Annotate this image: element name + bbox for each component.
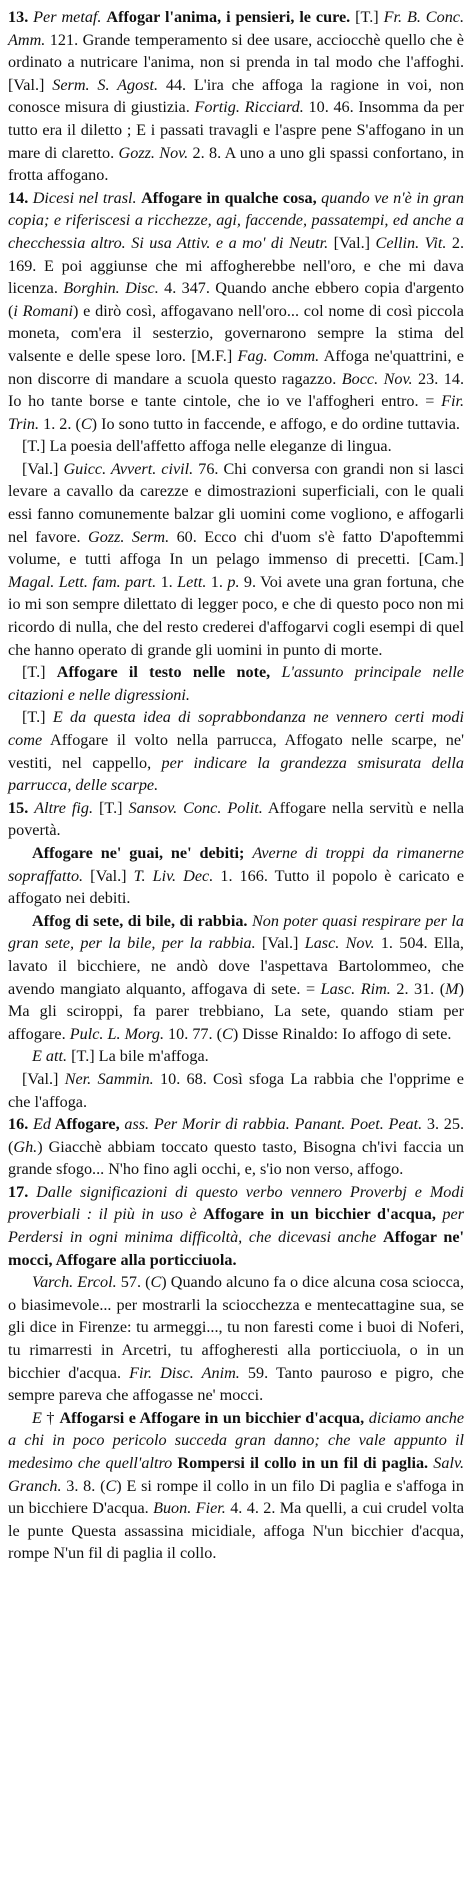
body-text: 2. 8. A uno a uno gli spassi confortano, in frotta affogano. — [8, 143, 464, 185]
citation-or-gloss: Non poter quasi respirare per la gran sete, per la bile, per la rabbia. — [8, 911, 465, 953]
body-text: [T.] — [350, 8, 384, 26]
citation-or-gloss: M — [445, 979, 459, 998]
body-text: 60. Ecco chi d'uom s'è fatto D'apoftemmi volume, e tutti affoga In un pelago immenso di precetti. [Cam.] — [8, 527, 465, 569]
citation-or-gloss: Fir. Disc. Anim. — [129, 1363, 240, 1382]
body-text: ) Ma gli sciroppi, fa parer trebbiano, La sete, quando stiam per affogare. — [8, 979, 465, 1043]
dictionary-paragraph — [8, 1113, 464, 1181]
entry-phrase: Rompersi il collo in un fil di paglia. — [177, 1454, 429, 1472]
body-text: ) Quando alcuno fa o dice alcuna cosa sciocca, o biasimevole... per mostrarli la sciocchezza e mentecattagine sua, se gli dice in Firenze: tu armeggi..., tu non faresti come i buoi di Noferi, tu rimarresti in Arcetri, tu affogheresti alla porticciuola, o in un bicchier d'acqua. — [8, 1273, 464, 1382]
citation-or-gloss: Gh. — [13, 1137, 38, 1156]
body-text: 1. 2. ( — [39, 414, 81, 433]
citation-or-gloss: Guicc. Avvert. civil. — [63, 459, 194, 478]
citation-or-gloss: C — [222, 1024, 233, 1043]
body-text: 2. 169. E poi aggiunse che mi affogherebbe nell'oro, e che mi dava licenza. — [8, 233, 465, 298]
body-text: [T.] — [93, 798, 129, 817]
entry-phrase: 17. — [8, 1182, 29, 1201]
body-text: [T.] La poesia dell'affetto affoga nelle eleganze di lingua. — [22, 437, 392, 456]
citation-or-gloss: Magal. Lett. fam. part. — [8, 572, 157, 591]
citation-or-gloss: i Romani — [13, 301, 74, 320]
body-text: 10. 77. ( — [164, 1024, 222, 1043]
entry-phrase: Affogarsi e Affogare in un bicchier d'acqua, — [59, 1408, 365, 1427]
dictionary-paragraph — [8, 1181, 464, 1271]
body-text: † — [41, 1408, 60, 1427]
citation-or-gloss: E — [32, 1408, 42, 1427]
citation-or-gloss: Bocc. Nov. — [341, 369, 413, 388]
citation-or-gloss: Pulc. L. Morg. — [69, 1024, 164, 1043]
citation-or-gloss: Fortig. Ricciard. — [194, 98, 304, 117]
body-text: [Val.] — [328, 233, 376, 252]
dictionary-paragraph — [8, 1271, 464, 1407]
dictionary-paragraph — [8, 797, 464, 842]
body-text: [T.] — [22, 663, 57, 682]
citation-or-gloss: Gozz. Nov. — [118, 143, 189, 162]
citation-or-gloss: per indicare la grandezza smisurata della parrucca, delle scarpe. — [8, 753, 464, 795]
dictionary-paragraph — [8, 1068, 464, 1113]
citation-or-gloss: Salv. Granch. — [8, 1454, 464, 1495]
citation-or-gloss: Fir. Trin. — [8, 392, 464, 433]
body-text: 4. 347. Quando anche ebbero copia d'argento ( — [8, 279, 464, 320]
entry-phrase: 14. — [8, 188, 29, 207]
citation-or-gloss: Sansov. Conc. Polit. — [128, 798, 263, 817]
citation-or-gloss: Lasc. Rim. — [320, 979, 391, 998]
body-text: 1. — [156, 572, 178, 591]
citation-or-gloss: C — [80, 414, 92, 433]
citation-or-gloss: Dicesi nel trasl. — [32, 188, 137, 207]
citation-or-gloss: T. Liv. Dec. — [133, 866, 214, 885]
citation-or-gloss: Ner. Sammin. — [64, 1069, 154, 1088]
dictionary-paragraph — [8, 187, 464, 436]
citation-or-gloss: Ed — [32, 1115, 51, 1134]
body-text: 57. ( — [116, 1273, 151, 1292]
body-text: 1. 166. Tutto il popolo è caricato e affogato nei debiti. — [8, 866, 465, 908]
body-text: 59. Tanto pauroso e pigro, che sempre pareva che affogasse ne' mocci. — [8, 1363, 464, 1405]
entry-phrase: 15. — [8, 798, 29, 817]
citation-or-gloss: Altre fig. — [34, 798, 94, 817]
body-text: [Val.] — [255, 934, 305, 953]
citation-or-gloss: diciamo anche a chi in poco pericolo succeda gran danno; che vale appunto il medesimo che quell'altro — [8, 1408, 465, 1472]
dictionary-paragraph — [8, 458, 464, 661]
entry-phrase: Affogare in qualche cosa, — [141, 188, 317, 207]
citation-or-gloss: Borghin. Disc. — [63, 279, 159, 298]
entry-phrase: Affogare ne' guai, ne' debiti; — [32, 843, 245, 862]
dictionary-paragraph — [8, 6, 464, 187]
dictionary-paragraph — [8, 435, 464, 458]
citation-or-gloss: Fag. Comm. — [237, 346, 320, 365]
dictionary-paragraph — [8, 1045, 464, 1068]
body-text: [Val.] — [22, 1069, 65, 1088]
citation-or-gloss: Cellin. Vit. — [375, 233, 447, 252]
citation-or-gloss: ass. Per Morir di rabbia. Panant. Poet. Peat. — [124, 1115, 423, 1134]
body-text: 1. 504. Ella, lavato il bicchiere, ne andò dove l'aspettava Bartolommeo, che avendo mangiato alquanto, affogava di sete. = — [8, 934, 464, 998]
entry-phrase: 16. — [8, 1115, 29, 1134]
citation-or-gloss: Buon. Fier. — [153, 1499, 226, 1518]
entry-phrase: Affogar ne' mocci, Affogare alla porticciuola. — [8, 1228, 465, 1269]
citation-or-gloss: quando ve n'è in gran copia; e riferiscesi a ricchezze, agi, faccende, passatempi, ed anche a checchessia altro. Si usa Attiv. e a mo' di Neutr. — [8, 188, 464, 252]
citation-or-gloss: L'assunto principale nelle citazioni e nelle digressioni. — [8, 663, 464, 704]
body-text: Affoga ne'quattrini, e non discorre di mandare a scuola questo ragazzo. — [8, 346, 464, 388]
citation-or-gloss: p. — [227, 572, 240, 591]
body-text: [Val.] — [83, 866, 134, 885]
citation-or-gloss: E att. — [32, 1047, 68, 1066]
body-text: 9. Voi avete una gran fortuna, che io mi son sempre dilettato di legger poco, e che di questo poco non mi ricordo di nulla, che del resto crederei d'affogarvi cogli esempi di quel che hanno operato di grande gli uomini in punto di morte. — [8, 572, 465, 659]
body-text: 3. 8. ( — [61, 1476, 106, 1495]
body-text: 1. — [206, 572, 228, 591]
body-text — [28, 1183, 36, 1201]
body-text: [T.] — [22, 708, 53, 727]
citation-or-gloss: Per metaf. — [33, 8, 102, 26]
citation-or-gloss: Dalle significazioni di questo verbo vennero Proverbj e Modi proverbiali : il più in uso è — [8, 1182, 464, 1224]
entry-phrase: 13. — [8, 8, 29, 26]
citation-or-gloss: Lett. — [177, 572, 207, 591]
body-text: [Val.] — [22, 459, 64, 478]
citation-or-gloss: C — [105, 1476, 117, 1495]
dictionary-paragraph — [8, 910, 464, 1046]
body-text: Affogare il volto nella parrucca, Affogato nelle scarpe, ne' vestiti, nel cappello, — [8, 731, 464, 772]
dictionary-paragraph — [8, 842, 464, 910]
body-text: Affogare nella servitù e nella povertà. — [8, 798, 465, 840]
body-text: ) e dirò così, affogavano nell'oro... col nome di così piccola moneta, com'era il sesterzio, governarono sempre la stima del valsente e delle spese loro. [M.F.] — [8, 301, 464, 365]
dictionary-paragraph — [8, 706, 464, 796]
body-text: 121. Grande temperamento si dee usare, acciocchè quello che è ordinato a nutricare l'anima, non si prenda in tal modo che l'affoghi. [Val.] — [8, 30, 464, 94]
body-text — [376, 1228, 383, 1246]
dictionary-paragraph — [8, 661, 464, 706]
body-text: 23. 14. Io ho tante borse e tante cintole, che io ve l'affogheri entro. = — [8, 369, 464, 411]
entry-phrase: Affog di sete, di bile, di rabbia. — [32, 911, 248, 930]
citation-or-gloss: E da questa idea di soprabbondanza ne vennero certi modi come — [8, 708, 464, 749]
citation-or-gloss: Gozz. Serm. — [88, 527, 170, 546]
body-text: 10. 68. Così sfoga La rabbia che l'opprime e che l'affoga. — [8, 1069, 464, 1111]
body-text: ) Io sono tutto in faccende, e affogo, e do ordine tuttavia. — [91, 414, 460, 433]
citation-or-gloss: per Perdersi in ogni minima difficoltà, che dicevasi anche — [8, 1205, 464, 1247]
citation-or-gloss: Fr. B. Conc. Amm. — [8, 8, 465, 49]
body-text: ) Disse Rinaldo: Io affogo di sete. — [232, 1024, 452, 1043]
entry-phrase: Affogare in un bicchier d'acqua, — [203, 1205, 436, 1224]
body-text: 44. L'ira che affoga la ragione in voi, non conosce misura di giustizia. — [8, 75, 464, 117]
body-text: [T.] La bile m'affoga. — [67, 1047, 209, 1066]
body-text: 76. Chi conversa con grandi non si lasci levare a cavallo da carezze e dimostrazioni superficiali, con le quali essi fanno comunemente balzar gli uomini come vogliono, e affogarli nel favore. — [8, 459, 465, 546]
citation-or-gloss: Varch. Ercol. — [32, 1273, 117, 1292]
body-text: 10. 46. Insomma da per tutto era il diletto ; E i passati travagli e l'aspre pene S'affogano in un mare di claretto. — [8, 98, 464, 162]
body-text — [270, 663, 281, 681]
body-text: 4. 4. 2. Ma quelli, a cui crudel volta le punte Questa assassina micidiale, affoga N'un bicchier d'acqua, rompe N'un fil di paglia il collo. — [8, 1499, 465, 1563]
body-text: 3. 25. ( — [8, 1115, 465, 1156]
citation-or-gloss: C — [150, 1273, 162, 1292]
citation-or-gloss: Serm. S. Agost. — [52, 75, 159, 94]
body-text: ) E si rompe il collo in un filo Di paglia e s'affoga in un bicchiere D'acqua. — [8, 1476, 465, 1518]
body-text: 2. 31. ( — [390, 979, 446, 998]
body-text: ) Giacchè abbiam toccato questo tasto, Bisogna ch'ivi faccia un grande sfogo... N'ho fino agli occhi, e, s'io non verso, affogo. — [8, 1137, 464, 1179]
entry-phrase: Affogar l'anima, i pensieri, le cure. — [106, 8, 351, 26]
citation-or-gloss: Lasc. Nov. — [304, 934, 375, 953]
entry-phrase: Affogare il testo nelle note, — [56, 663, 271, 682]
entry-phrase: Affogare, — [50, 1115, 125, 1134]
citation-or-gloss: Averne di troppi da rimanerne sopraffatto. — [8, 843, 464, 885]
dictionary-paragraph — [8, 1407, 464, 1565]
